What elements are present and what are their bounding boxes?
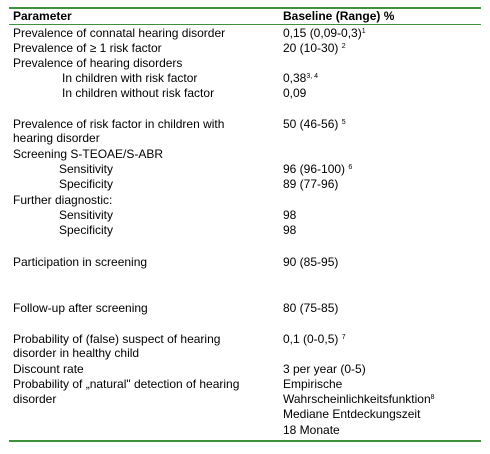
- row-label-cont: disorder: [13, 392, 57, 406]
- row-label: Probability of (false) suspect of hearing: [13, 332, 221, 346]
- row-value: Empirische: [283, 377, 343, 391]
- row-label: Prevalence of risk factor in children with: [13, 117, 225, 131]
- row-value: 20 (10-30) $^2$: [283, 41, 346, 55]
- row-value: 80 (75-85): [283, 301, 339, 315]
- header-baseline: Baseline (Range) %: [283, 9, 395, 23]
- footnote-ref: 8: [430, 394, 435, 401]
- row-value-cont: Wahrscheinlichkeitsfunktion$^8$: [283, 392, 435, 406]
- row-label: Participation in screening: [13, 255, 148, 269]
- footnote-ref: 1: [361, 28, 366, 35]
- row-value: 98: [283, 223, 297, 237]
- row-value-cont: 18 Monate: [283, 423, 340, 437]
- row-label: Prevalence of ≥ 1 risk factor: [13, 41, 162, 55]
- row-value: 89 (77-96): [283, 177, 339, 191]
- row-value: 0,1 (0-0,5) $^7$: [283, 332, 346, 346]
- row-label: Further diagnostic:: [13, 193, 113, 207]
- footnote-ref: 7: [341, 334, 346, 341]
- row-label: In children without risk factor: [62, 86, 215, 100]
- row-value: 96 (96-100) $^6$: [283, 162, 353, 176]
- row-label: Discount rate: [13, 362, 84, 376]
- row-value: 98: [283, 208, 297, 222]
- row-label: Sensitivity: [59, 208, 114, 222]
- row-value: 0,09: [283, 86, 307, 100]
- row-label: Probability of „natural" detection of hearing: [13, 377, 240, 391]
- row-label: Specificity: [59, 223, 114, 237]
- footnote-ref: 2: [341, 43, 346, 50]
- row-label: Follow-up after screening: [13, 301, 148, 315]
- row-label: Screening S-TEOAE/S-ABR: [13, 147, 164, 161]
- header-parameter: Parameter: [13, 9, 72, 23]
- row-value: 0,15 $(0,09-0,3)^1$: [283, 26, 366, 40]
- row-value: 50 (46-56) $^5$: [283, 117, 346, 131]
- row-value: 0,38$^{3, 4}$: [283, 71, 319, 85]
- footnote-ref: 6: [348, 164, 353, 171]
- row-value: 3 per year (0-5): [283, 362, 366, 376]
- row-label: Sensitivity: [59, 162, 114, 176]
- footnote-ref: 3, 4: [306, 73, 319, 80]
- row-label: Specificity: [59, 177, 114, 191]
- row-value: 90 (85-95): [283, 255, 339, 269]
- header-rule: [9, 24, 481, 25]
- row-value-cont: Mediane Entdeckungszeit: [283, 407, 421, 421]
- footnote-ref: 5: [341, 119, 346, 126]
- bottom-rule: [9, 440, 481, 442]
- row-label: Prevalence of hearing disorders: [13, 56, 183, 70]
- row-label: Prevalence of connatal hearing disorder: [13, 26, 226, 40]
- row-label-cont: hearing disorder: [13, 131, 100, 145]
- row-label-cont: disorder in healthy child: [13, 346, 140, 360]
- top-rule: [9, 7, 481, 9]
- row-label: In children with risk factor: [62, 71, 198, 85]
